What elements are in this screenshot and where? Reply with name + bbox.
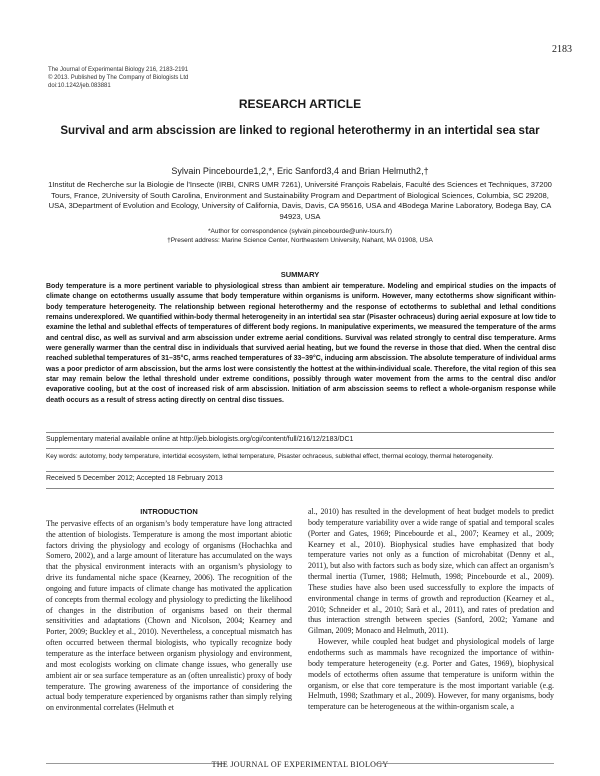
summary-heading: SUMMARY bbox=[280, 270, 320, 279]
intro-paragraph-2: However, while coupled heat budget and physiological models of large endotherms such as mammals have recognized the importance of within-body temperature heterogeneity (e.g. Porter and Gates, 1969), biophysical models of ectotherms often assume that temperature is uniform within the organism, or else that core temperature is the most important variable (e.g. Helmuth, 1998; Szathmary et al., 2009). However, for many organisms, body temperature can be heterogeneous at the within-organism scale, a bbox=[308, 637, 554, 712]
divider bbox=[46, 448, 554, 449]
doi: doi:10.1242/jeb.083881 bbox=[48, 83, 111, 89]
article-title: Survival and arm abscission are linked to regional heterothermy in an intertidal sea star bbox=[60, 125, 540, 137]
summary-text: Body temperature is a more pertinent variable to physiological stress than ambient air temperature. Modeling and empirical studies on the impacts of climate change on ectotherms usually assume that body temperature within organisms is uniform. However, many ectotherms show significant within-body temperature heterogeneity. The relationship between regional heterothermy and the response of ectotherms to sublethal and lethal conditions remains underexplored. We quantified within-body thermal heterogeneity in an intertidal sea star (Pisaster ochraceus) during aerial exposure at low tide to examine the lethal and sublethal effects of temperatures of different body regions. In manipulative experiments, we measured the temperature of the arms and central disc, as well as survival and arm abscission under extreme aerial conditions. Survival was related strongly to central disc temperature. Arms were generally warmer than the central disc in individuals that survived aerial heating, but we found the reverse in those that died. When the central disc reached sublethal temperatures of 31–35°C, arms reached temperatures of 33–39°C, inducing arm abscission. The absolute temperature of individual arms was a poor predictor of arm abscission, but the arms lost were consistently the hottest at the within-individual scale. Therefore, the vital region of this sea star may remain below the lethal threshold under extreme conditions, possibly through water movement from the arms to the central disc and/or evaporative cooling, but at the cost of increased risk of arm abscission. Initiation of arm abscission seems to reflect a whole-organism response while death occurs as a result of stress acting directly on central disc tissues. bbox=[46, 283, 556, 404]
correspondence-note: *Author for correspondence (sylvain.pincebourde@univ-tours.fr) bbox=[208, 228, 392, 235]
affiliations: 1Institut de Recherche sur la Biologie de l’Insecte (IRBI, CNRS UMR 7261), Université François Rabelais, Faculté des Sciences et Techniques, 37200 Tours, France, 2University of South Carolina, Environment and Sustainability Program and Department of Biological Sciences, Columbia, SC 29208, USA, 3Department of Evolution and Ecology, University of California, Davis, Davis, CA 95616, USA and 4Bodega Marine Laboratory, Bodega Bay, CA 94923, USA bbox=[48, 180, 552, 221]
intro-paragraph-1-continued: al., 2010) has resulted in the development of heat budget models to predict body temperature variability over a wide range of spatial and temporal scales (Porter and Gates, 1969; Pincebourde et al., 2007; Kearney et al., 2009; Kearney et al., 2010). Biophysical studies have emphasized that body temperature varies not only as a function of microhabitat (Denny et al., 2011), but also with factors such as body size, which can affect an organism’s thermal inertia (Turner, 1988; Helmuth, 1998; Pincebourde et al., 2009). These studies have also been used successfully to explore the impacts of environmental change in terms of growth and reproduction (Kearney et al., 2010; Schneider et al., 2010; Sarà et al., 2011), and rates of predation and thus interaction strength between species (Sanford, 2002; Yamane and Gilman, 2009; Monaco and Helmuth, 2011). bbox=[308, 507, 554, 636]
supplementary-link[interactable]: Supplementary material available online at http://jeb.biologists.org/cgi/content/full/216/12/2183/DC1 bbox=[46, 436, 354, 443]
right-column bbox=[308, 507, 554, 713]
journal-citation: The Journal of Experimental Biology 216, 2183-2191 bbox=[48, 67, 189, 73]
page-number: 2183 bbox=[552, 44, 572, 55]
intro-paragraph-1: The pervasive effects of an organism’s body temperature have long attracted the attention of biologists. Temperature is among the most important abiotic factors driving the physiology and ecology of organisms (Hochachka and Somero, 2002), and a large amount of literature has accumulated on the ways that the physical environment interacts with an organism’s physiology to drive its fundamental niche space (Kearney, 2006). The recognition of the ongoing and future impacts of climate change has motivated the application of concepts from thermal ecology and physiology to predicting the likelihood of changes in the distribution of organisms based on their thermal sensitivities and adaptations (Chown and Nicolson, 2004; Kearney and Porter, 2009; Buckley et al., 2010). Nevertheless, a conceptual mismatch has often occurred between thermal biologists, who typically recognize body temperature as the interface between organism physiology and environment, and most ecologists working on climate change issues, who generally use ambient air or sea surface temperature as an (often unrealistic) proxy of body temperature. The growing awareness of the importance of considering the actual body temperature experienced by organisms rather than simply relying on environmental correlates (Helmuth et bbox=[46, 518, 292, 713]
divider bbox=[46, 488, 554, 489]
journal-info bbox=[48, 66, 188, 90]
authors: Sylvain Pincebourde1,2,*, Eric Sanford3,4 and Brian Helmuth2,† bbox=[171, 166, 429, 176]
article-type: RESEARCH ARTICLE bbox=[238, 97, 362, 111]
journal-footer: THE JOURNAL OF EXPERIMENTAL BIOLOGY bbox=[211, 760, 389, 769]
introduction-heading: INTRODUCTION bbox=[140, 507, 198, 516]
footer-rule-right bbox=[374, 763, 554, 764]
keywords: Key words: autotomy, body temperature, intertidal ecosystem, lethal temperature, Pisaster ochraceus, sublethal effect, thermal ecology, thermal heterogeneity. bbox=[46, 453, 494, 460]
divider bbox=[46, 432, 554, 433]
copyright: © 2013. Published by The Company of Biologists Ltd bbox=[48, 75, 189, 81]
received-date: Received 5 December 2012; Accepted 18 February 2013 bbox=[46, 475, 223, 482]
left-column bbox=[46, 507, 292, 714]
author-notes bbox=[0, 227, 600, 245]
divider bbox=[46, 471, 554, 472]
present-address-note: †Present address: Marine Science Center, Northeastern University, Nahant, MA 01908, USA bbox=[167, 237, 433, 244]
